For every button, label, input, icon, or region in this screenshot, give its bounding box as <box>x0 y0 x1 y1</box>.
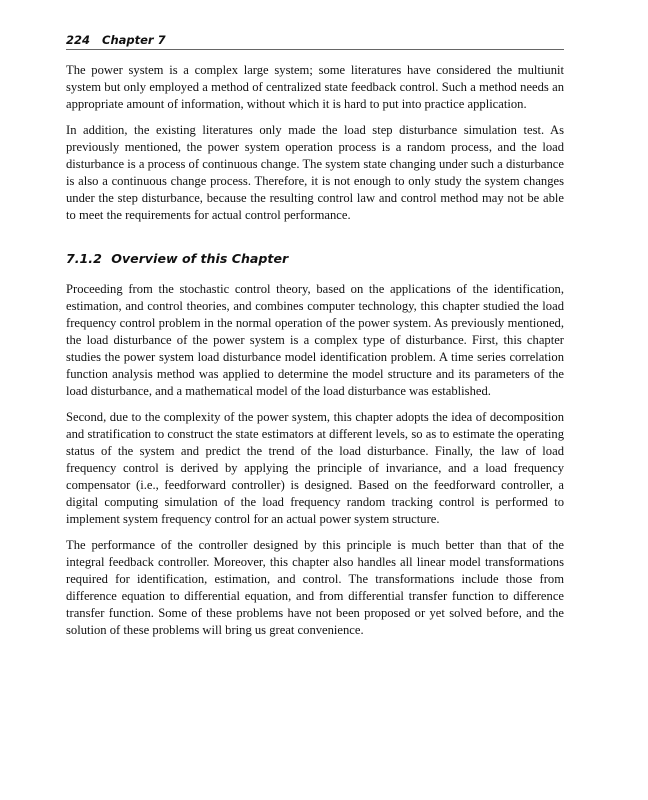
chapter-label: Chapter 7 <box>102 33 166 47</box>
paragraph: Second, due to the complexity of the power system, this chapter adopts the idea of decomposition and stratification to construct the state estimators at different levels, so as to estimate the operating status of the system and predict the trend of the load disturbance. Finally, the law of load frequency control is derived by applying the principle of invariance, and a load frequency compensator (i.e., feedforward controller) is designed. Based on the feedforward controller, a digital computing simulation of the load frequency random tracking control is performed to implement system frequency control for an actual power system structure. <box>66 410 564 526</box>
section-number: 7.1.2 <box>66 251 102 266</box>
paragraph: The performance of the controller designed by this principle is much better than that of the integral feedback controller. Moreover, this chapter also handles all linear model transformations required for identification, estimation, and control. The transformations include those from difference equation to differential equation, and from differential transfer function to difference transfer function. Some of these problems have not been proposed or yet solved before, and the solution of these problems will bring us great convenience. <box>66 538 564 637</box>
paragraph: The power system is a complex large system; some literatures have considered the multiunit system but only employed a method of centralized state feedback control. Such a method needs an appropriate amount of information, without which it is hard to put into practice application. <box>66 63 564 111</box>
page-body <box>66 62 564 648</box>
paragraph: In addition, the existing literatures only made the load step disturbance simulation test. As previously mentioned, the power system operation process is a random process, and the load disturbance is a process of continuous change. The system state changing under such a disturbance is also a continuous change process. Therefore, it is not enough to only study the system changes under the step disturbance, because the resulting control law and control method may not be able to meet the requirements for actual control performance. <box>66 123 564 222</box>
paragraph: Proceeding from the stochastic control theory, based on the applications of the identification, estimation, and control theories, and combines computer technology, this chapter studied the load frequency control problem in the normal operation of the power system. As previously mentioned, the load disturbance of the power system is a complex type of disturbance. First, this chapter studies the power system load disturbance model identification problem. A time series correlation function analysis method was applied to determine the model structure and its parameters of the load disturbance, and a mathematical model of the load disturbance was established. <box>66 282 564 398</box>
running-header <box>66 31 564 50</box>
section-heading <box>66 251 564 266</box>
section-title: Overview of this Chapter <box>111 251 289 266</box>
page-number: 224 <box>66 33 91 47</box>
